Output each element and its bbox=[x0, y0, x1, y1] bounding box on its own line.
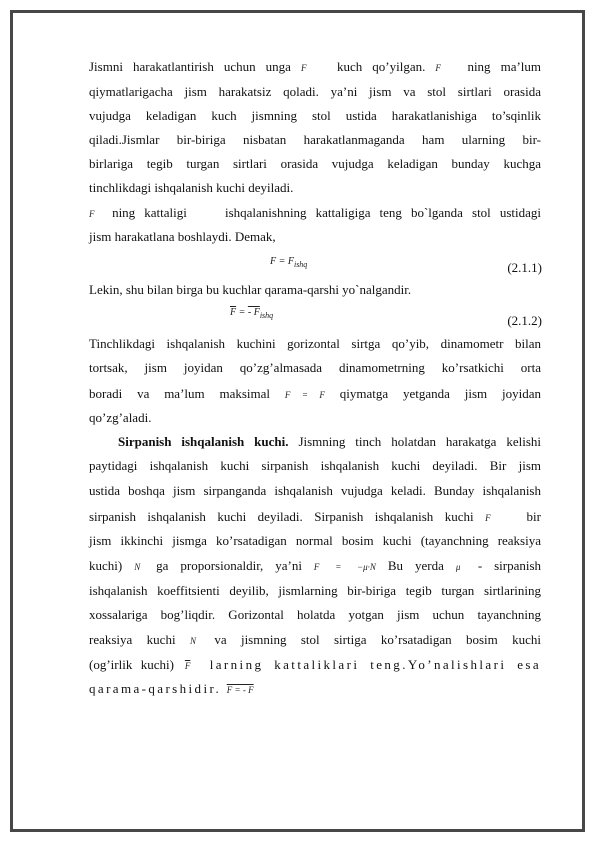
normal-force-symbol: N bbox=[134, 562, 141, 572]
text-line: tortsak, jism joyidan qo’zg’almasada dinamometrning ko’rsatkichi orta bbox=[89, 360, 541, 375]
text-line: Jismni harakatlantirish uchun unga F kuch qo’yilgan. F ning ma’lum bbox=[89, 59, 542, 74]
text-line: reaksiya kuchi N va jismning stol sirtiga ko’rsatadigan bosim kuchi bbox=[89, 632, 541, 647]
text-line: boradi va ma’lum maksimal F = F qiymatga yetganda jism joyidan bbox=[89, 386, 542, 401]
sliding-friction-symbol: F bbox=[485, 513, 491, 523]
text-line: ishqalanish koeffitsienti deyilib, jismlarning bir-biriga tegib turgan sirtlarining bbox=[89, 583, 541, 598]
text-line: ustida boshqa jism sirpanganda ishqalanish vujudga keladi. Bunday ishqalanish bbox=[89, 483, 541, 498]
normal-force-symbol: N bbox=[189, 636, 196, 646]
text-line: jism ikkinchi jismga ko’rsatadigan normal bosim kuchi (tayanchning reaksiya bbox=[89, 533, 541, 548]
sliding-friction-formula: F = −μ·N bbox=[313, 562, 376, 572]
text-line: tinchlikdagi ishqalanish kuchi deyiladi. bbox=[89, 180, 294, 195]
equation-number: (2.1.2) bbox=[507, 313, 542, 328]
max-force-formula: F = F bbox=[284, 390, 325, 400]
text-line: (og’irlik kuchi) $\overline{F}$ larning kattaliklari teng.Yo’nalishlari esa bbox=[89, 657, 541, 672]
text-line: qiladi.Jismlar bir-biriga nisbatan harakatlanmaganda ham ularning bir- bbox=[89, 132, 541, 147]
equation-number: (2.1.1) bbox=[507, 260, 542, 275]
text-line: Sirpanish ishqalanish kuchi. Jismning tinch holatdan harakatga kelishi bbox=[118, 434, 542, 449]
text-line: birlariga tegib turgan sirtlari orasida vujudga keladigan bunday kuchga bbox=[89, 156, 541, 171]
text-line: qiymatlarigacha jism harakatsiz qoladi. ya’ni jism va stol sirtlari orasida bbox=[89, 84, 541, 99]
text-line: qo’zg’aladi. bbox=[89, 410, 152, 425]
text-line: Tinchlikdagi ishqalanish kuchini gorizontal sirtga qo’yib, dinamometr bilan bbox=[89, 336, 541, 351]
section-heading: Sirpanish ishqalanish kuchi. bbox=[118, 434, 289, 449]
text-line: paytidagi ishqalanish kuchi sirpanish ishqalanish kuchi deyiladi. Bir jism bbox=[89, 458, 541, 473]
force-symbol: F bbox=[89, 209, 95, 219]
text-line: Lekin, shu bilan birga bu kuchlar qarama-qarshi yo`nalgandir. bbox=[89, 282, 412, 297]
text-line: vujudga keladigan kuch jismning stol ustida harakatlanishiga to’sqinlik bbox=[89, 108, 541, 123]
opposite-forces-formula: F = - F bbox=[226, 685, 254, 695]
text-line: sirpanish ishqalanish kuchi deyiladi. Sirpanish ishqalanish kuchi F bir bbox=[89, 509, 541, 524]
weight-force-symbol: $\overline{F}$ bbox=[184, 661, 191, 671]
text-line: kuchi) N ga proporsionaldir, ya’ni F = −μ·N Bu yerda μ - sirpanish bbox=[89, 558, 542, 573]
text-line: xossalariga bog’liqdir. Gorizontal holatda yotgan jism uchun tayanchning bbox=[89, 607, 541, 622]
text-line: jism harakatlana boshlaydi. Demak, bbox=[89, 229, 276, 244]
text-line: F ning kattaligi ishqalanishning kattaligiga teng bo`lganda stol ustidagi bbox=[89, 205, 542, 220]
force-symbol: F bbox=[435, 63, 441, 73]
equation-2-1-2: $\overline{F}$ = - $F_{ishq}$ bbox=[230, 307, 274, 320]
mu-symbol: μ bbox=[455, 562, 461, 572]
force-symbol: F bbox=[300, 63, 307, 73]
text-line: qarama-qarshidir. F = - F bbox=[89, 681, 254, 696]
equation-2-1-1: $F = F_{ishq}$ bbox=[270, 256, 308, 269]
